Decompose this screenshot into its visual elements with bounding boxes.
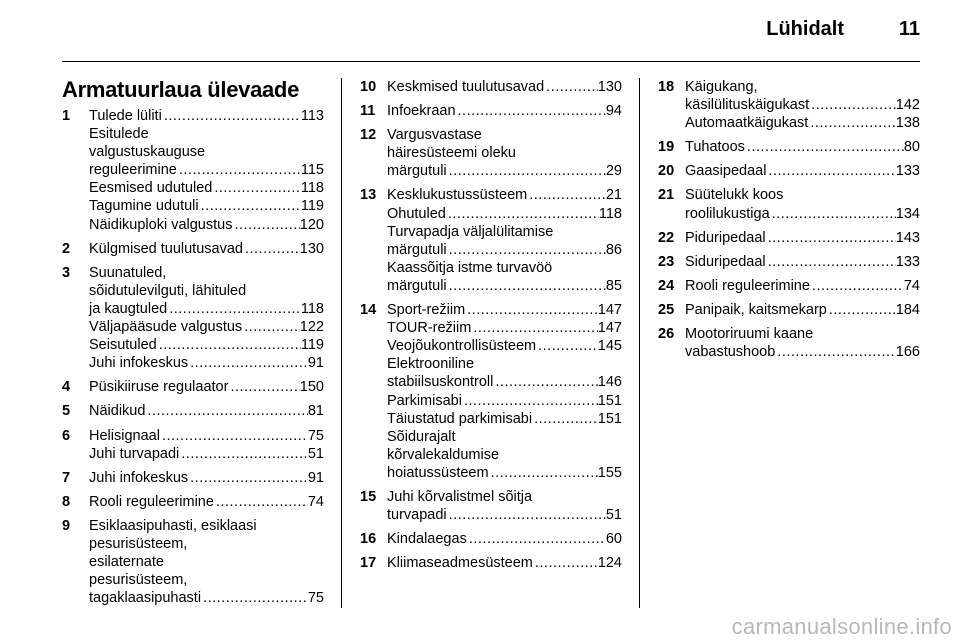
entry-line [89,535,324,553]
entry-text: Väljapääsude valgustus [89,319,243,336]
page-reference: 130 [597,79,622,95]
entry-line [387,78,622,96]
entry-number: 20 [658,163,675,180]
entry-text: Seisutuled [89,337,157,354]
dot-leader [447,162,606,180]
entry-text: Näidikuploki valgustus [89,216,233,233]
entry-text: esilaternate [89,554,164,571]
entry-text: märgutuli [387,163,447,180]
page-reference: 146 [597,374,622,391]
entry-text: Keskmised tuulutusavad [387,79,545,95]
entry-text: Suunatuled, [89,264,167,281]
entry-number: 19 [658,139,675,156]
entry-text: Vargusvastase [387,127,482,144]
entry-text: Tulede lüliti [89,108,162,124]
entry-line [685,325,920,343]
entry-line [89,300,324,318]
entry-line [685,78,920,96]
entry-text: Eesmised udutuled [89,180,213,197]
entry-text: roolilukustiga [685,205,770,222]
dot-leader [201,589,308,607]
column-1 [62,107,324,613]
entry-text: pesurisüsteem, [89,535,188,552]
page-reference: 147 [597,302,622,319]
entry-number: 22 [658,229,675,246]
entry-text: Juhi kõrvalistmel sõitja [387,488,533,505]
entry-line [387,102,622,120]
page-reference: 130 [299,240,324,257]
dot-leader [456,102,606,120]
entry-line [387,530,622,548]
index-entry [658,162,920,180]
index-entry [360,186,622,295]
index-entry [360,488,622,524]
page-number: 11 [898,18,920,40]
dot-leader [462,392,598,410]
entry-number: 24 [658,277,675,294]
entry-line [685,96,920,114]
entry-text: Külgmised tuulutusavad [89,240,243,257]
dot-leader [447,506,606,524]
entry-text: Automaatkäigukast [685,115,809,132]
entry-line [387,373,622,391]
dot-leader [212,179,301,197]
entry-number: 10 [360,79,377,95]
entry-text: Kliimaseadmesüsteem [387,555,533,572]
index-entry [658,78,920,132]
entry-line [387,319,622,337]
page-reference: 86 [605,241,622,258]
index-entry [658,277,920,295]
dot-leader [447,241,606,259]
dot-leader [157,336,301,354]
entry-line [387,144,622,162]
page-reference: 85 [605,277,622,294]
page-reference: 138 [895,115,920,132]
dot-leader [489,464,598,482]
entry-text: häiresüsteemi oleku [387,145,516,162]
entry-number: 6 [62,427,71,444]
entry-number: 25 [658,301,675,318]
index-entry [62,427,324,463]
index-entry [360,126,622,180]
entry-line [685,253,920,271]
index-entry [658,253,920,271]
dot-leader [533,554,598,572]
entry-text: tagaklaasipuhasti [89,590,202,607]
dot-leader [179,445,308,463]
entry-text: Näidikud [89,403,146,420]
index-entry [360,102,622,120]
entry-line [685,343,920,361]
page-reference: 147 [597,320,622,337]
entry-line [89,179,324,197]
entry-line [387,162,622,180]
page-header [0,0,960,60]
entry-line [89,161,324,179]
entry-text: Kaassõitja istme turvavöö [387,259,553,276]
dot-leader [532,410,598,428]
page-reference: 134 [895,205,920,222]
index-entry [360,530,622,548]
entry-text: Juhi infokeskus [89,355,189,372]
page-reference: 143 [895,229,920,246]
dot-leader [447,277,606,295]
entry-text: vabastushoob [685,344,776,361]
dot-leader [446,205,599,223]
entry-text: Parkimisabi [387,392,462,409]
page-reference: 75 [307,590,324,607]
entry-number: 8 [62,493,71,510]
entry-line [89,264,324,282]
entry-text: hoiatussüsteem [387,464,489,481]
page-reference: 133 [895,163,920,180]
entry-text: Elektrooniline [387,356,475,373]
entry-number: 23 [658,253,675,270]
index-entry [658,301,920,319]
entry-number: 17 [360,555,377,572]
dot-leader [160,427,308,445]
entry-text: TOUR-režiim [387,320,472,337]
entry-line [685,277,920,295]
entry-line [387,186,622,204]
dot-leader [536,337,598,355]
index-entry [62,107,324,234]
entry-number: 11 [360,103,376,120]
entry-text: ja kaugtuled [89,300,168,317]
entry-text: Rooli reguleerimine [685,277,810,294]
page-reference: 151 [597,392,622,409]
entry-number: 26 [658,326,675,343]
page-reference: 115 [300,162,324,179]
entry-line [387,428,622,446]
entry-number: 12 [360,127,377,144]
entry-line [685,138,920,156]
dot-leader [199,197,301,215]
entry-text: Sõidurajalt [387,428,456,445]
entry-line [387,241,622,259]
entry-text: Gaasipedaal [685,163,767,180]
entry-number: 16 [360,531,377,548]
entry-number: 9 [62,517,71,534]
dot-leader [467,530,606,548]
entry-text: Panipaik, kaitsmekarp [685,301,827,318]
entry-text: reguleerimine [89,162,177,179]
index-entry [62,517,324,607]
entry-text: märgutuli [387,277,447,294]
entry-text: valgustuskauguse [89,144,206,161]
dot-leader [766,162,895,180]
index-entry [62,264,324,373]
dot-leader [177,161,301,179]
entry-text: Tuhatoos [685,139,745,156]
page-reference: 29 [605,163,622,180]
dot-leader [775,343,896,361]
entry-text: käsilülituskäigukast [685,97,810,114]
dot-leader [808,114,895,132]
dot-leader [214,493,308,511]
entry-text: Helisignaal [89,427,160,444]
page-reference: 60 [605,531,622,548]
entry-number: 15 [360,488,377,505]
index-entry [658,325,920,361]
index-entry [360,554,622,572]
entry-text: Kindalaegas [387,531,467,548]
dot-leader [242,318,300,336]
dot-leader [162,107,301,125]
entry-line [685,162,920,180]
page-reference: 74 [903,277,920,294]
page-reference: 74 [307,493,324,510]
entry-line [89,216,324,234]
entry-line [89,107,324,125]
dot-leader [232,216,299,234]
entry-line [89,589,324,607]
entry-text: Rooli reguleerimine [89,493,214,510]
page-reference: 75 [307,427,324,444]
page-reference: 150 [299,379,324,396]
entry-text: Piduripedaal [685,229,766,246]
entry-line [685,186,920,204]
page-reference: 133 [895,253,920,270]
entry-line [89,240,324,258]
page-reference: 80 [903,139,920,156]
dot-leader [465,301,598,319]
dot-leader [827,301,896,319]
entry-line [387,488,622,506]
page-reference: 118 [300,300,324,317]
entry-line [89,318,324,336]
entry-text: Tagumine udutuli [89,198,199,215]
entry-line [89,336,324,354]
entry-text: Esiklaasipuhasti, esiklaasi [89,517,257,534]
page-reference: 124 [597,555,622,572]
entry-line [89,354,324,372]
entry-line [89,469,324,487]
entry-number: 1 [62,108,71,124]
entry-number: 7 [62,469,71,486]
dot-leader [810,277,904,295]
page-reference: 118 [300,180,324,197]
entry-text: Veojõukontrollisüsteem [387,338,537,355]
entry-text: Käigukang, [685,79,758,95]
entry-line [89,571,324,589]
page-reference: 51 [307,445,324,462]
entry-text: Täiustatud parkimisabi [387,410,533,427]
entry-text: Juhi infokeskus [89,469,189,486]
entry-line [387,446,622,464]
section-title: Armatuurlaua ülevaade [62,77,300,102]
entry-text: märgutuli [387,241,447,258]
page-reference: 151 [597,410,622,427]
page-reference: 142 [895,97,920,114]
dot-leader [471,319,597,337]
entry-text: Kesklukustussüsteem [387,187,528,204]
entry-line [89,493,324,511]
entry-line [387,392,622,410]
entry-text: Ohutuled [387,205,446,222]
dot-leader [745,138,904,156]
column-3 [658,78,920,367]
entry-line [387,301,622,319]
page-reference: 81 [307,403,324,420]
entry-line [89,517,324,535]
entry-number: 2 [62,240,71,257]
dot-leader [493,373,597,391]
index-entry [360,301,622,482]
page-reference: 91 [307,355,324,372]
entry-line [89,402,324,420]
entry-number: 4 [62,379,71,396]
dot-leader [188,354,308,372]
entry-text: turvapadi [387,507,447,524]
page-reference: 94 [605,103,622,120]
index-entry [658,186,920,222]
entry-line [89,143,324,161]
entry-line [89,282,324,300]
entry-number: 21 [658,187,675,204]
entry-line [89,553,324,571]
page-reference: 118 [598,205,622,222]
entry-line [685,114,920,132]
dot-leader [766,253,896,271]
entry-text: Siduripedaal [685,253,766,270]
entry-line [685,229,920,247]
dot-leader [145,402,307,420]
entry-line [387,410,622,428]
entry-line [89,197,324,215]
index-entry [658,229,920,247]
dot-leader [770,205,896,223]
page-reference: 119 [300,337,324,354]
watermark: carmanualsonline.info [731,614,952,639]
entry-text: Infoekraan [387,103,456,120]
page-reference: 21 [605,187,622,204]
entry-line [685,205,920,223]
page-reference: 155 [597,464,622,481]
entry-text: Püsikiiruse regulaator [89,379,229,396]
index-entry [62,493,324,511]
entry-line [89,125,324,143]
entry-text: Sport-režiim [387,302,466,319]
entry-line [89,445,324,463]
entry-text: Turvapadja väljalülitamise [387,223,554,240]
entry-text: Süütelukk koos [685,187,784,204]
running-header-title: Lühidalt [766,18,844,40]
dot-leader [766,229,896,247]
index-entry [62,469,324,487]
header-rule [62,61,920,62]
entry-number: 5 [62,403,71,420]
entry-number: 3 [62,264,71,281]
page-reference: 120 [299,216,324,233]
entry-text: stabiilsuskontroll [387,374,494,391]
entry-text: kõrvalekaldumise [387,446,500,463]
page-reference: 113 [300,108,324,124]
dot-leader [243,240,300,258]
entry-line [89,378,324,396]
index-entry [62,240,324,258]
page-reference: 122 [299,319,324,336]
entry-text: Juhi turvapadi [89,445,180,462]
page-reference: 51 [605,507,622,524]
index-entry [62,378,324,396]
entry-number: 13 [360,187,377,204]
page-reference: 119 [300,198,324,215]
dot-leader [527,186,606,204]
page-reference: 184 [895,301,920,318]
column-divider-1 [341,78,342,608]
entry-text: sõidutulevilguti, lähituled [89,282,247,299]
page-reference: 91 [307,469,324,486]
column-divider-2 [639,78,640,608]
entry-line [387,126,622,144]
dot-leader [544,78,598,96]
entry-line [387,205,622,223]
page-reference: 145 [597,338,622,355]
dot-leader [228,378,299,396]
entry-number: 14 [360,302,377,319]
entry-line [387,223,622,241]
column-2 [360,78,622,578]
dot-leader [188,469,308,487]
entry-text: Mootoriruumi kaane [685,326,814,343]
entry-number: 18 [658,79,675,95]
entry-line [387,554,622,572]
page-reference: 166 [895,344,920,361]
entry-line [387,506,622,524]
entry-line [387,259,622,277]
entry-line [387,277,622,295]
index-entry [62,402,324,420]
entry-line [387,464,622,482]
dot-leader [167,300,301,318]
entry-text: pesurisüsteem, [89,572,188,589]
index-entry [658,138,920,156]
index-entry [360,78,622,96]
entry-line [89,427,324,445]
entry-text: Esitulede [89,126,149,143]
entry-line [685,301,920,319]
entry-line [387,337,622,355]
entry-line [387,355,622,373]
dot-leader [809,96,896,114]
